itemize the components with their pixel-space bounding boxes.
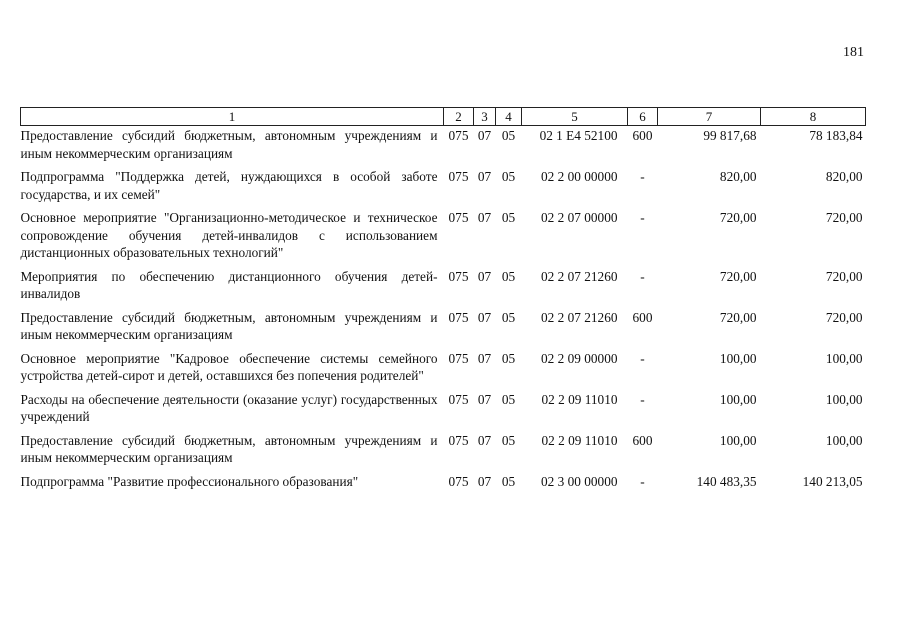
amount-col8: 100,00 — [825, 350, 863, 366]
column-header-1: 1 — [21, 108, 444, 126]
column-header-4: 4 — [496, 108, 522, 126]
expense-type-code: - — [640, 268, 645, 284]
section-code: 07 — [477, 432, 492, 448]
expense-type-code: 600 — [632, 309, 653, 325]
subsection-code: 05 — [501, 350, 516, 366]
row-name: Расходы на обеспечение деятельности (оказание услуг) государственных учреждений — [20, 391, 438, 424]
ministry-code: 075 — [448, 350, 469, 366]
row-name: Подпрограмма "Поддержка детей, нуждающихся в особой заботе государства, и их семей" — [20, 169, 438, 202]
page-number: 181 — [843, 45, 864, 60]
expense-type-code: 600 — [632, 432, 653, 448]
amount-col7: 100,00 — [719, 432, 757, 448]
section-code: 07 — [477, 391, 492, 407]
amount-col8: 720,00 — [825, 268, 863, 284]
amount-col8: 820,00 — [825, 169, 863, 184]
amount-col7: 99 817,68 — [703, 128, 757, 143]
ministry-code: 075 — [448, 309, 469, 325]
subsection-code: 05 — [501, 169, 516, 184]
table-row — [21, 168, 866, 209]
table-row — [21, 268, 866, 309]
target-article-code: 02 2 07 21260 — [541, 309, 618, 325]
subsection-code: 05 — [501, 309, 516, 325]
section-code: 07 — [477, 169, 492, 184]
section-code: 07 — [477, 309, 492, 325]
subsection-code: 05 — [501, 473, 516, 489]
table-row — [21, 350, 866, 391]
subsection-code: 05 — [501, 128, 516, 143]
ministry-code: 075 — [448, 210, 469, 225]
amount-col8: 720,00 — [825, 309, 863, 325]
section-code: 07 — [477, 210, 492, 225]
ministry-code: 075 — [448, 268, 469, 284]
amount-col7: 820,00 — [719, 169, 757, 184]
amount-col8: 100,00 — [825, 432, 863, 448]
amount-col7: 720,00 — [719, 309, 757, 325]
column-header-5: 5 — [522, 108, 628, 126]
row-name: Основное мероприятие "Организационно-методическое и техническое сопровождение обучения детей-инвалидов с использованием дистанционных образовательных технологий" — [20, 210, 438, 260]
section-code: 07 — [477, 128, 492, 143]
table-row — [21, 473, 866, 497]
target-article-code: 02 2 09 00000 — [541, 350, 618, 366]
row-name: Предоставление субсидий бюджетным, автономным учреждениям и иным некоммерческим организациям — [20, 128, 438, 161]
table-row — [21, 309, 866, 350]
ministry-code: 075 — [448, 391, 469, 407]
row-name: Мероприятия по обеспечению дистанционного обучения детей-инвалидов — [20, 268, 438, 301]
target-article-code: 02 3 00 00000 — [541, 473, 618, 489]
expense-type-code: - — [640, 210, 645, 225]
expense-type-code: - — [640, 473, 645, 489]
expense-type-code: - — [640, 391, 645, 407]
target-article-code: 02 2 00 00000 — [541, 169, 618, 184]
amount-col8: 100,00 — [825, 391, 863, 407]
expense-type-code: - — [640, 350, 645, 366]
section-code: 07 — [477, 350, 492, 366]
row-name: Основное мероприятие "Кадровое обеспечение системы семейного устройства детей-сирот и детей, оставшихся без попечения родителей" — [20, 350, 438, 383]
table-row — [21, 126, 866, 169]
column-header-7: 7 — [658, 108, 761, 126]
amount-col7: 100,00 — [719, 391, 757, 407]
target-article-code: 02 2 09 11010 — [541, 391, 618, 407]
subsection-code: 05 — [501, 432, 516, 448]
ministry-code: 075 — [448, 473, 469, 489]
column-header-3: 3 — [474, 108, 496, 126]
target-article-code: 02 2 07 00000 — [541, 210, 618, 225]
table-header-row — [21, 108, 866, 126]
row-name: Предоставление субсидий бюджетным, автономным учреждениям и иным некоммерческим организациям — [20, 432, 438, 465]
amount-col8: 720,00 — [825, 210, 863, 225]
column-header-6: 6 — [628, 108, 658, 126]
amount-col7: 100,00 — [719, 350, 757, 366]
amount-col8: 140 213,05 — [802, 473, 863, 489]
row-name: Предоставление субсидий бюджетным, автономным учреждениям и иным некоммерческим организациям — [20, 309, 438, 342]
amount-col7: 720,00 — [719, 210, 757, 225]
column-header-2: 2 — [444, 108, 474, 126]
amount-col7: 140 483,35 — [696, 473, 757, 489]
amount-col7: 720,00 — [719, 268, 757, 284]
subsection-code: 05 — [501, 391, 516, 407]
section-code: 07 — [477, 473, 492, 489]
ministry-code: 075 — [448, 169, 469, 184]
column-header-8: 8 — [761, 108, 866, 126]
subsection-code: 05 — [501, 268, 516, 284]
expense-type-code: - — [640, 169, 645, 184]
budget-table — [20, 107, 866, 496]
section-code: 07 — [477, 268, 492, 284]
expense-type-code: 600 — [632, 128, 653, 143]
table-row — [21, 391, 866, 432]
row-name: Подпрограмма "Развитие профессионального образования" — [20, 473, 359, 489]
target-article-code: 02 1 E4 52100 — [539, 128, 618, 143]
amount-col8: 78 183,84 — [809, 128, 863, 143]
ministry-code: 075 — [448, 128, 469, 143]
ministry-code: 075 — [448, 432, 469, 448]
table-row — [21, 432, 866, 473]
table-row — [21, 209, 866, 268]
subsection-code: 05 — [501, 210, 516, 225]
target-article-code: 02 2 07 21260 — [541, 268, 618, 284]
target-article-code: 02 2 09 11010 — [541, 432, 618, 448]
